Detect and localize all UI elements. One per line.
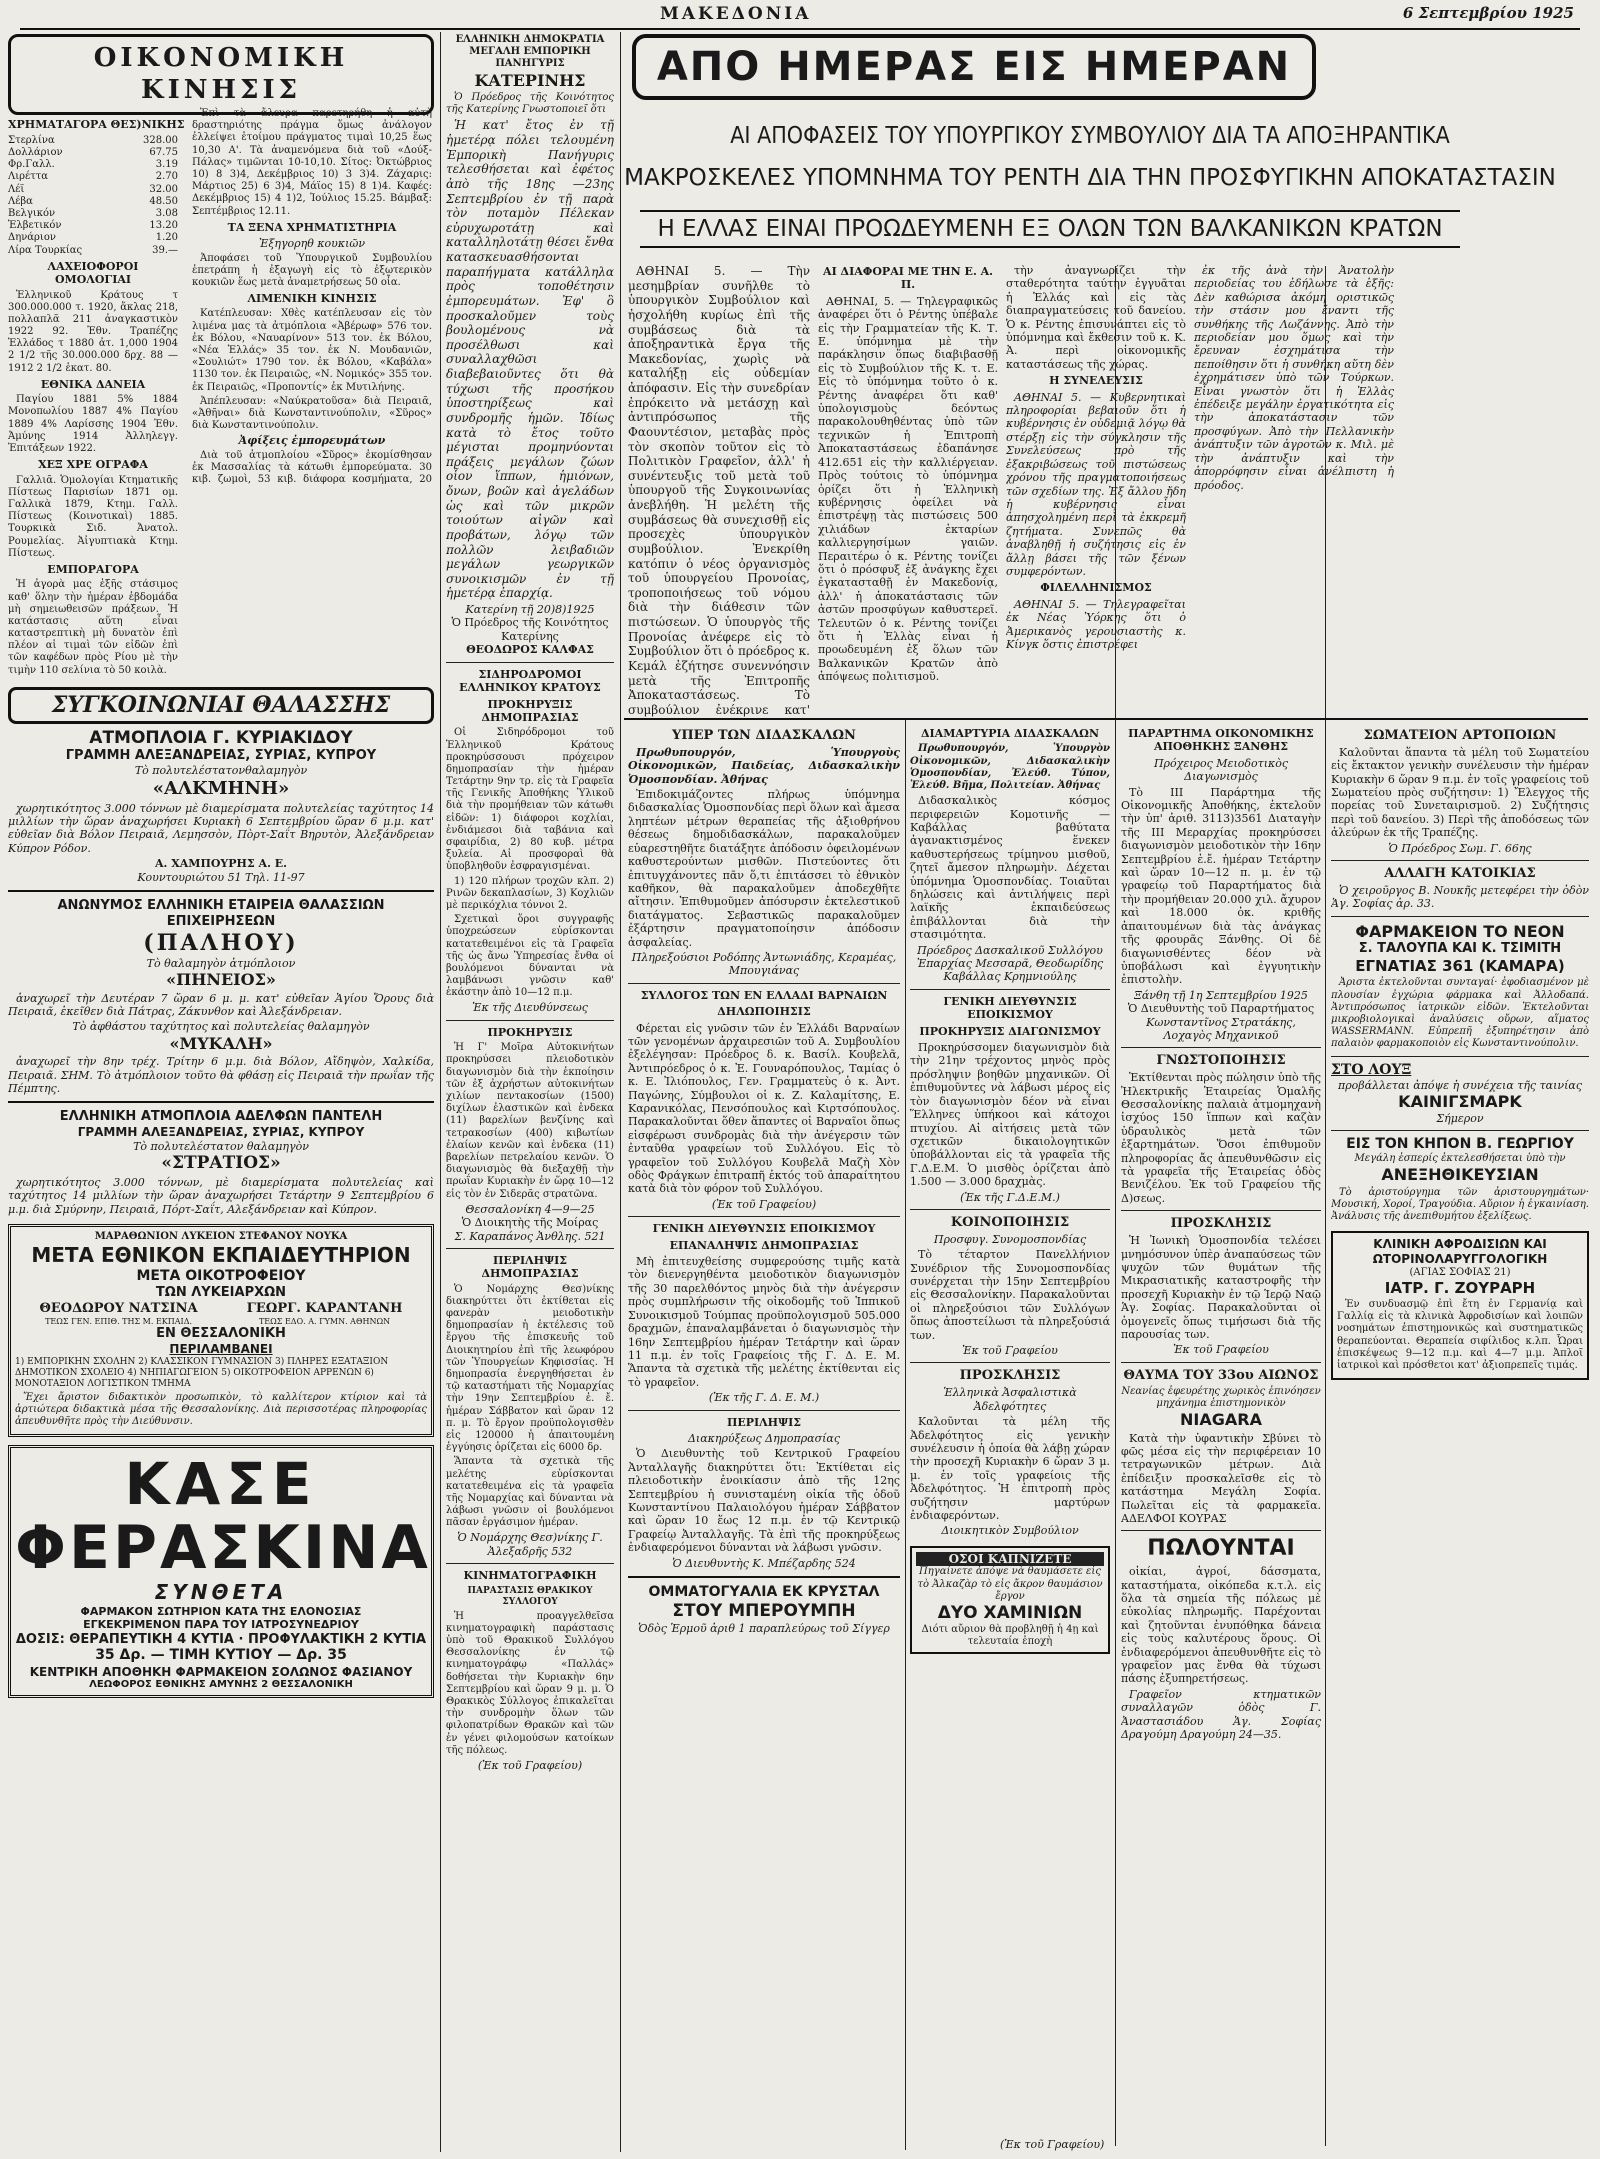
fair-sub: Ὁ Πρόεδρος τῆς Κοινότητος τῆς Κατερίνης Γνωστοποιεῖ ὅτι (446, 92, 614, 116)
glasses-ad-title: ΟΜΜΑΤΟΓΥΑΛΙΑ ΕΚ ΚΡΥΣΤΑΛ (648, 1584, 880, 1601)
column-bakers (1331, 724, 1589, 2144)
palaiou-sub2: Τὸ ἀφθάστου ταχύτητος καὶ πολυτελείας θαλαμηγὸν (72, 1020, 370, 1034)
xanthi-title: ΠΑΡΑΡΤΗΜΑ ΟΙΚΟΝΟΜΙΚΗΣ ΑΠΟΘΗΚΗΣ ΞΑΝΘΗΣ (1128, 727, 1314, 754)
divider (1121, 1530, 1321, 1531)
foreign-bonds-title: ΧΕΞ ΧΡΕ ΟΓΡΑΦΑ (38, 458, 148, 472)
kase-synthesis: ΣΥΝΘΕΤΑ (154, 1580, 288, 1605)
section-divider (624, 718, 1588, 720)
auction-summary-text: Ὁ Νομάρχης Θεσ)νίκης διακηρύττει ὅτι ἐκτίθεται εἰς φανερὰν μειοδοτικὴν δημοπρασίαν ἡ ἐκτέλεσις τοῦ ἔργου τῆς ἐπισκευῆς τοῦ Διοικητηρίου ἐπὶ τῆς λεωφόρου τῶν Ὑπουργείων Κηφισσίας. Ἡ δημοπρασία ἐνεργηθήσεται ἐν τῷ καταστήματι τῆς Νομαρχίας τὴν 19ην Σεπτεμβρίου ἐ. ἔ. ἡμέραν Σάββατον καὶ ὥραν 12 π. μ. Τὸ ἔργον προϋπολογισθὲν εἰς 120000 ἡ ἀπαιτουμένη ἐγγύησις ὁρίζεται εἰς 6000 δρ. (446, 1283, 614, 1454)
memorial-text: Ἡ Ἰωνικὴ Ὁμοσπονδία τελέσει μνημόσυνον ὑπὲρ ἀναπαύσεως τῶν ψυχῶν τῶν θυμάτων τῆς Μικρασιατικῆς καταστροφῆς τὴν προσεχῆ Κυριακὴν ἐν τῷ Ἱερῷ Ναῷ Ἁγ. Σοφίας. Παρακαλοῦνται οἱ ὁμογενεῖς ὅπως τιμήσωσι διὰ τῆς παρουσίας των. (1121, 1234, 1321, 1341)
divider (910, 1362, 1110, 1363)
varna-sign: (Ἐκ τοῦ Γραφείου) (711, 1197, 817, 1211)
auction-summary-title: ΠΕΡΙΛΗΨΙΣ ΔΗΜΟΠΡΑΣΙΑΣ (481, 1253, 579, 1281)
xanthi-date: Ξάνθη τῇ 1η Σεπτεμβρίου 1925 (1134, 988, 1308, 1002)
niagara-title: ΘΑΥΜΑ ΤΟΥ 33ου ΑΙΩΝΟΣ (1123, 1367, 1319, 1383)
clinic-title: ΚΛΙΝΙΚΗ ΑΦΡΟΔΙΣΙΩΝ ΚΑΙ ΩΤΟΡΙΝΟΛΑΡΥΓΓΟΛΟΓΙΚΗ (1372, 1237, 1548, 1266)
school-top: ΜΑΡΑΘΩΝΙΟΝ ΛΥΚΕΙΟΝ ΣΤΕΦΑΝΟΥ ΝΟΥΚΑ (94, 1231, 348, 1243)
masthead (20, 4, 1580, 30)
auction-summary-sign: Ὁ Νομάρχης Θεσ)νίκης Γ. Ἀλεξαδρῆς 532 (457, 1531, 603, 1558)
news-title-a3: Η ΣΥΝΕΛΕΥΣΙΣ (1049, 374, 1143, 388)
school-title: ΜΕΤΑ ΕΘΝΙΚΟΝ ΕΚΠΑΙΔΕΥΤΗΡΙΟΝ (31, 1243, 411, 1268)
for-sale-title: ΠΩΛΟΥΝΤΑΙ (1147, 1536, 1295, 1562)
notice-sub: Προσφυγ. Συνομοσπονδίας (933, 1232, 1087, 1246)
kase-title: ΚΑΣΕ (124, 1450, 318, 1519)
notice-title: ΚΟΙΝΟΠΟΙΗΣΙΣ (950, 1214, 1070, 1230)
glasses-ad-address: Ὁδὸς Ἑρμοῦ ἀριθ 1 παραπλεύρως τοῦ Σίγγερ (638, 1621, 890, 1635)
competition-sign: (Ἐκ τῆς Γ.Δ.Ε.Μ.) (960, 1190, 1060, 1204)
news-col-2 (818, 262, 998, 717)
footer-note: (Ἐκ τοῦ Γραφείου) (1000, 2138, 1105, 2151)
newspaper-name: ΜΑΚΕΔΟΝΙΑ (660, 4, 812, 24)
markets-title: ΤΑ ΞΕΝΑ ΧΡΗΜΑΤΙΣΤΗΡΙΑ (227, 220, 397, 234)
proclamation-title: ΠΡΟΚΗΡΥΞΙΣ (487, 1025, 573, 1039)
teachers-sign: Πληρεξούσιοι Ροδόπης Ἀντωνιάδης, Κεραμέας, Μπουγιάνας (631, 950, 897, 978)
column-teachers (628, 724, 900, 2144)
school-sub2: ΤΩΝ ΛΥΚΕΙΑΡΧΩΝ (155, 1284, 287, 1300)
pharmacy-text: Ἀριστα ἐκτελοῦνται συνταγαί· ἐφοδιασμένον μὲ πλουσίαν ἐγχώρια φάρμακα καὶ Ἀλλοδαπά. Ἀντιπρόσωπος ἰατρικῶν εἰδῶν. Ἐκτελοῦνται μικροβιολογικαὶ ἀναλύσεις οὔρων, αἵματος WASSERMANN. Εὐπρεπῆ ἐξυπηρέτησιν ἀπὸ παλαιὸν φαρμακοποιὸν εἰς Κωνσταντινούπολιν. (1331, 977, 1589, 1050)
clinic-text: Ἐν συνδυασμῷ ἐπὶ ἔτη ἐν Γερμανίᾳ καὶ Γαλλίᾳ εἰς τὰ κλινικὰ Ἀφροδισίων καὶ λοιπῶν νοσημάτων ἐπιστημονικῶς καὶ συστηματικῶς θεραπεύονται. Θεραπεία σιφίλιδος κ.λπ. Ὧραι ἐπισκέψεως 9—12 π.μ. καὶ 4—7 μ.μ. Ἀπλοῖ ἰατρικοὶ καὶ πρόσθετοι κατ' ἀξιοπρεπεῖς τιμάς. (1337, 1299, 1583, 1371)
feraskina-title: ΦΕΡΑΣΚΙΝΑ (15, 1513, 431, 1584)
panteli-sub: Τὸ πολυτελέστατον θαλαμηγὸν (133, 1139, 309, 1153)
news-text-a3b: ΑΘΗΝΑΙ 5. — Κυβερνητικαὶ πληροφορίαι βεβαιοῦν ὅτι ἡ κυβέρνησις ἐν οὐδεμιᾷ λόγῳ θὰ στέρξῃ εἰς τὴν σύγκλησιν τῆς Συνελεύσεως πρὸ τῆς ἐξακριβώσεως τοῦ πιστώσεως χρόνου τῆς πραγματοποιήσεως τῶν σχεδίων της. Ἐξ ἄλλου ἤδη ἡ κυβέρνησις εἶναι ἀπησχολημένη περὶ τὰ ἐκκρεμῆ ζητήματα. Συνεπῶς θὰ ἀναβληθῇ ἡ συζήτησις εἰς ἐν ἄλλῃ βάσει τῆς τῶν ξένων συμφερόντων. (1006, 390, 1186, 578)
fx-table (8, 135, 178, 257)
cinema-sub: ΠΑΡΑΣΤΑΣΙΣ ΘΡΑΚΙΚΟΥ ΣΥΛΛΟΓΟΥ (467, 1585, 593, 1607)
kyriakidis-address: Κουντουριώτου 51 Τηλ. 11-97 (137, 870, 305, 884)
divider (628, 1216, 900, 1217)
protest-sign: Πρόεδρος Δασκαλικοῦ Συλλόγου Ἐπαρχίας Μεσσαρᾶ, Θεοδωρίδης Καβάλλας Κρημνιούλης (916, 943, 1104, 984)
settlement-title: ΓΕΝΙΚΗ ΔΙΕΥΘΥΝΣΙΣ ΕΠΟΙΚΙΣΜΟΥ (652, 1222, 876, 1236)
commodity-title: ΕΜΠΟΡΑΓΟΡΑ (47, 562, 139, 576)
xanthi-name: Κωνσταντῖνος Στρατάκης, Λοχαγὸς Μηχανικοῦ (1146, 1015, 1296, 1042)
column-rule (440, 32, 441, 2152)
lux-text: προβάλλεται ἀπόψε ἡ συνέχεια τῆς ταινίας (1337, 1078, 1582, 1092)
kase-line1: ΦΑΡΜΑΚΟΝ ΣΩΤΗΡΙΟΝ ΚΑΤΑ ΤΗΣ ΕΛΟΝΟΣΙΑΣ (80, 1604, 362, 1618)
rail-title: ΣΙΔΗΡΟΔΡΟΜΟΙ ΕΛΛΗΝΙΚΟΥ ΚΡΑΤΟΥΣ (459, 667, 601, 695)
fair-date: Κατερίνη τῇ 20)8)1925 (465, 603, 595, 617)
summary-sign: Ὁ Διευθυντὴς Κ. Μπέζαρδης 524 (672, 1556, 856, 1570)
news-text-a2: ΑΘΗΝΑΙ, 5. — Τηλεγραφικῶς ἀναφέρει ὅτι ὁ Ρέντης ὑπέβαλε εἰς τὴν Γραμματείαν τῆς Κ. Τ. Ε. ὑπόμνημα μὲ τὴν παράκλησιν ὅπως διαβιβασθῇ εἰς τὸ Συμβούλιον τῆς Κ. τ. Ε. Εἰς τὸ ὑπόμνημα τοῦτο ὁ κ. Ρέντης ἀναφέρει ὅτι καθ' ὑπολογισμοὺς δεόντως παρακολουθηθέντας ὑπὸ τῶν τεχνικῶν ἡ Ἐπιτροπὴ Ἀποκαταστάσεως ἐδαπάνησε 412.651 εἰς τὴν καλλιέργειαν. Πρὸς τούτοις τὸ ὑπόμνημα ὁρίζει ὅτι ἡ Ἑλληνικὴ κυβέρνησις ὀφείλει νὰ ἐπιστρέψῃ τὰς πιστώσεις 500 χιλιάδων ἐκταρίων καλλιεργησίμων γαιῶν. Περαιτέρω ὁ κ. Ρέντης τονίζει ὅτι ὁ πρόσφυξ ἐξ ἀνάγκης ἔχει ἐγκατασταθῇ ἐν Μακεδονίᾳ, ἀλλ' ἡ ἀποκατάστασις τῶν ἀστῶν προσφύγων καθυστερεῖ. Τελευτῶν ὁ κ. Ρέντης τονίζει ὅτι ἡ Ἑλλὰς εἶναι ἡ προωδευμένη ἐξ ὅλων τῶν Βαλκανικῶν Κρατῶν ἀπὸ ἀπόψεως πολιτισμοῦ. (818, 294, 998, 684)
port-text2: Ἀπέπλευσαν: «Ναύκρατοῦσα» διὰ Πειραιᾶ, «Ἀθῆναι» διὰ Κωνσταντινούπολιν, «Σῦρος» διὰ Κωνσταντινούπολιν. (192, 395, 432, 432)
fx-row: Λέϊ 32.00 (8, 183, 178, 195)
relocation-text: Ὁ χειροῦργος Β. Νουκῆς μετεφέρει τὴν ὁδὸν Ἁγ. Σοφίας ἀρ. 33. (1331, 883, 1589, 911)
headline-greece: Η ΕΛΛΑΣ ΕΙΝΑΙ ΠΡΟΩΔΕΥΜΕΝΗ ΕΞ ΟΛΩΝ ΤΩΝ ΒΑΛΚΑΝΙΚΩΝ ΚΡΑΤΩΝ (640, 210, 1460, 248)
markets-text: Ἐπὶ τὰ ἄλευρα παρετηρήθη ἡ αὐτὴ δραστηριότης πράγμα ὅμως ἀνάλογον ἐλλείψει ἑτοίμου πράγματος τιμαὶ 10,25 ἕως 10,30 Α'. Τὰ ἀναμενόμενα διὰ τοῦ «Δούξ-Πάλας» τιμῶνται 10-10,10. Σίτος: Ὀκτώβριος 10) 8 3)4, Δεκέμβριος 10) 3 3)4. Ζάχαρις: Μάρτιος 25) 6 3)4, Μάϊος 15) 8 1)4. Καφές: Δεκέμβριος 15) 4 1)2, Ἰούλιος 15.25. Βάμβαξ: Σεπτέμβριος 12.11. (192, 108, 432, 217)
kase-store: ΚΕΝΤΡΙΚΗ ΑΠΟΘΗΚΗ ΦΑΡΜΑΚΕΙΟΝ ΣΟΛΩΝΟΣ ΦΑΣΙΑΝΟΥ (29, 1664, 413, 1679)
column-xanthi (1121, 724, 1321, 2144)
kase-address: ΛΕΩΦΟΡΟΣ ΕΘΝΙΚΗΣ ΑΜΥΝΗΣ 2 ΘΕΣΣΑΛΟΝΙΚΗ (89, 1679, 353, 1691)
divider (446, 662, 614, 663)
kyriakidis-text: χωρητικότητος 3.000 τόννων μὲ διαμερίσματα πολυτελείας ταχύτητος 14 μιλλίων τὴν ὥραν ἀναχωρήσει Κυριακὴ 6 Σεπτεμβρίου ὥραν 6 μ.μ. κατ' εὐθεῖαν διὰ Βόλον Πειραιᾶ, Λεμησσὸν, Πὸρτ-Σαΐτ Βηρυτὸν, Ἀλεξάνδρειαν Κύπρον Ρόδον. (8, 801, 434, 855)
panteli-ship: «ΣΤΡΑΤΙΟΣ» (161, 1153, 281, 1174)
protest-title: ΔΙΑΜΑΡΤΥΡΙΑ ΔΙΔΑΣΚΑΛΩΝ (920, 727, 1100, 740)
rail-text3: Σχετικαὶ ὅροι συγγραφῆς ὑποχρεώσεων εὑρίσκονται κατατεθειμένοι εἰς τὰ Γραφεῖα τῆς ὡς ἄνω Ὑπηρεσίας ἔνθα οἱ βουλόμενοι δύνανται νὰ λαμβάνωσι γνῶσιν καθ' ἑκάστην ἀπὸ 10—12 π.μ. (446, 914, 614, 999)
varna-sub: ΔΗΛΩΠΟΙΗΣΙΣ (717, 1005, 811, 1019)
kyriakidis-agent: Α. ΧΑΜΠΟΥΡΗΣ Α. Ε. (155, 857, 287, 871)
column-rule (620, 32, 621, 2152)
palaiou-ship: «ΠΗΝΕΙΟΣ» (166, 969, 276, 989)
xanthi-sign: Ὁ Διευθυντὴς τοῦ Παραρτήματος (1127, 1002, 1315, 1016)
school-note: Ἔχει ἄριστον διδακτικὸν προσωπικὸν, τὸ καλλίτερον κτίριον καὶ τὰ ἀρτιώτερα διδακτικὰ μέσα τῆς Θεσσαλονίκης. Διὰ περισσοτέρας πληροφορίας ἀπευθυνθῆτε πρὸς τὴν Διεύθυνσιν. (15, 1391, 427, 1428)
banner-headline: ΑΠΟ ΗΜΕΡΑΣ ΕΙΣ ΗΜΕΡΑΝ (632, 34, 1316, 100)
garden-show: ΑΝΕΞΗΘΙΚΕΥΣΙΑΝ (1381, 1165, 1539, 1185)
markets-sub: Ἐξηγορηθ κουκιῶν (258, 237, 366, 251)
smokers-ad-title: ΟΣΟΙ ΚΑΠΝΙΖΕΤΕ (916, 1552, 1104, 1567)
fair-top: ΕΛΛΗΝΙΚΗ ΔΗΜΟΚΡΑΤΙΑ (455, 34, 605, 45)
school-directors (15, 1301, 427, 1327)
school-includes: ΠΕΡΙΛΑΜΒΑΝΕΙ (169, 1342, 273, 1357)
for-sale-contact: Γραφεῖον κτηματικῶν συναλλαγῶν ὁδὸς Γ. Ἀναστασιάδου Ἁγ. Σοφίας Δραγούμη Δραγούμη 24—35. (1121, 1687, 1321, 1742)
school-director: ΘΕΟΔΩΡΟΥ ΝΑΤΣΙΝΑ ΤΕΩΣ ΓΕΝ. ΕΠΙΘ. ΤΗΣ Μ. ΕΚΠΑΙΔ. (39, 1300, 198, 1326)
proclamation-name: Σ. Καραπάνος Ἀνθλης. 521 (454, 1229, 606, 1243)
fx-row: Δολλάριον 67.75 (8, 147, 178, 159)
rail-text2: 1) 120 πλήρων τροχῶν κλπ. 2) Ρινῶν δεκαπλασίων, 3) Κοχλιῶν μὲ περικόχλια τόννοι 2. (446, 875, 614, 911)
port-text: Κατέπλευσαν: Χθὲς κατέπλευσαν εἰς τὸν λιμένα μας τὰ ἀτμόπλοια «Ἀβέρωφ» 576 τον. ἐκ Βόλου, «Ναυαρίνον» 513 τον. ἐκ Βόλου, «Νέα Ἑλλάς» 35 τον. ἐκ Ν. Μουδανιῶν, «Σουλιώτ» 1790 τον. ἐκ Βόλου, «Καβάλα» 1130 τον. ἐκ Πειραιῶς, «Ν. Νομικός» 355 τον. ἐκ Πειραιῶς, «Προποντίς» ἐκ Μυτιλήνης. (192, 308, 432, 393)
fx-row: Λίρα Τουρκίας 39.— (8, 244, 178, 256)
sea-transport-header: ΣΥΓΚΟΙΝΩΝΙΑΙ ΘΑΛΑΣΣΗΣ (8, 687, 434, 724)
notice-sign: Ἐκ τοῦ Γραφείου (962, 1344, 1058, 1358)
palaiou-name: (ΠΑΛΗΟΥ) (143, 929, 299, 956)
garden-sub: Μεγάλη ἑσπερίς ἐκτελεσθήσεται ὑπὸ τὴν (1354, 1153, 1566, 1165)
news-text-a3: τὴν ἀναγνωρίζει τὴν σταθερότητα ταύτην ἐγγυᾶται ἡ Ἑλλάς καὶ εἰς τὰς διαπραγματεύσεις τοῦ δανείου. Ὁ κ. Ρέντης ἐπισυνάπτει εἰς τὸ ὑπόμνημα καὶ ἔκθεσιν τοῦ κ. Κ. Ἀ. περὶ οἰκονομικῆς καταστάσεως τῆς χώρας. (1006, 264, 1186, 371)
teachers-text: Ἐπιδοκιμάζοντες πλήρως ὑπόμνημα διδασκαλίας Ὁμοσπονδίας περὶ ὅλων καὶ ἄμεσα ληπτέων μέτρων θεραπείας τῆς ἀξιοθρήνου θέσεως δημοδιδασκάλων, παρακαλοῦμεν εὐαρεστηθῆτε διατάξητε ἀπόδοσιν ὀφειλομένων καθυστερούντων μισθῶν. Πιστεύοντες ὅτι ἐπιτυγχάνοντες πᾶν ὅ,τι ἐπιτάσσει τὸ ἐθνικὸν καθῆκον, θὰ παρακαλοῦμεν ἀποδεχθῆτε αἴτησιν. Ἐπιθυμοῦμεν ἀπόσυρσιν ἐκτελεστικοῦ διατάγματος. Σεβαστικῶς παρακαλοῦμεν ἐξάρτησιν πραγματοποίησιν ἀπόδοσιν ἀσφαλείας. (628, 788, 900, 949)
palaiou-title: ΑΝΩΝΥΜΟΣ ΕΛΛΗΝΙΚΗ ΕΤΑΙΡΕΙΑ ΘΑΛΑΣΣΙΩΝ ΕΠΙΧΕΙΡΗΣΕΩΝ (57, 898, 385, 929)
protest-text: Διδασκαλικὸς κόσμος περιφερειῶν Κομοτινῆς — Καβάλλας βαθύτατα ἀγανακτισμένος ἕνεκεν καθυστερήσεως τρίμηνου μισθοῦ, ζητεῖ ἄμεσον πληρωμὴν. Δέχεται ὑπόμνημα Ὁμοσπονδίας. Τοιαῦται δηλώσεις καὶ ἀντιλήψεις περὶ λαϊκῆς ἐκπαιδεύσεως ἐπιβάλλονται διὰ τὴν στασιμότητα. (910, 794, 1110, 942)
kase-dose: ΔΟΣΙΣ: ΘΕΡΑΠΕΥΤΙΚΗ 4 ΚΥΤΙΑ · ΠΡΟΦΥΛΑΚΤΙΚΗ 2 ΚΥΤΙΑ (15, 1631, 427, 1647)
port-title: ΛΙΜΕΝΙΚΗ ΚΙΝΗΣΙΣ (247, 292, 377, 306)
relocation-title: ΑΛΛΑΓΗ ΚΑΤΟΙΚΙΑΣ (1384, 866, 1536, 882)
lux-today: Σήμερον (1436, 1111, 1484, 1125)
palaiou-ship2: «ΜΥΚΑΛΗ» (169, 1033, 273, 1053)
smokers-ad-text: Πηγαίνετε ἀπόψε νὰ θαυμάσετε εἰς τὸ Ἀλκαζὰρ τὸ εἰς ἄκρον θαυμάσιον ἔργον (917, 1566, 1103, 1602)
competition-sub: ΠΡΟΚΗΡΥΞΙΣ ΔΙΑΓΩΝΙΣΜΟΥ (919, 1024, 1101, 1038)
fair-city: ΚΑΤΕΡΙΝΗΣ (474, 70, 586, 90)
summary-title: ΠΕΡΙΛΗΨΙΣ (726, 1415, 802, 1429)
smokers-ad-note: Διότι αὔριον θὰ προβληθῇ ἡ 4ῃ καὶ τελευταία ἐποχὴ (921, 1623, 1099, 1647)
for-sale-text: οἰκίαι, ἀγροί, δάσσματα, καταστήματα, οἰκόπεδα κ.τ.λ. εἰς ὅλα τὰ σημεία τῆς πόλεως μὲ εὐκολίας πληρωμῆς. Παρέχονται καὶ ζητοῦνται ἐνυπόθηκα δάνεια εἰς τοὺς καλυτέρους ὅρους. Οἱ ἐνδιαφερόμενοι ἀπευθυνθῆτε εἰς τὸ γραφεῖον μας ἔνθα θὰ τύχωσι πάσης ἐξυπηρετήσεως. (1121, 1565, 1321, 1686)
fair-sign: Ὁ Πρόεδρος τῆς Κοινότητος Κατερίνης (451, 616, 609, 643)
column-protest (910, 724, 1110, 2144)
clinic-address: (ΑΓΙΑΣ ΣΟΦΙΑΣ 21) (1409, 1266, 1511, 1278)
economy-header: ΟΙΚΟΝΟΜΙΚΗ ΚΙΝΗΣΙΣ (8, 34, 434, 115)
lux-title: ΣΤΟ ΛΟΥΞ (1331, 1061, 1412, 1078)
divider (446, 1248, 614, 1249)
palaiou-text: ἀναχωρεῖ τὴν Δευτέραν 7 ὥραν 6 μ. μ. κατ' εὐθεῖαν Ἁγίου Ὄρους διὰ Πειραιᾶ, ἐκεῖθεν διὰ Πάτρας, Ζάκυνθον καὶ Ἀλεξάνδρειαν. (8, 991, 434, 1018)
kyriakidis-sub: Τὸ πολυτελέστατονθαλαμηγὸν (134, 764, 308, 778)
divider (1331, 1130, 1589, 1131)
divider (1331, 1056, 1589, 1057)
settlement-sign: (Ἐκ τῆς Γ. Δ. Ε. Μ.) (708, 1391, 820, 1405)
invitation-title: ΠΡΟΣΚΛΗΣΙΣ (959, 1368, 1061, 1384)
kase-price: 35 Δρ. — ΤΙΜΗ ΚΥΤΙΟΥ — Δρ. 35 (95, 1647, 347, 1664)
niagara-name: NIAGARA (1180, 1410, 1262, 1430)
niagara-sub: Νεανίας ἐφευρέτης χωρικὸς ἐπινόησεν μηχάνημα ἐπιστημονικὸν (1121, 1385, 1321, 1409)
protest-addressees: Πρωθυπουργόν, Ὑπουργὸν Οἰκονομικῶν, Διδασκαλικὴν Ὁμοσπονδίαν, Ἐλεύθ. Τύπον, Ἐλεύθ. Βῆμα, Πολιτείαν. Ἀθήνας (910, 743, 1110, 791)
smokers-ad (910, 1546, 1110, 1654)
loans-text: Παγίου 1881 5% 1884 Μονοπωλίου 1887 4% Παγίου 1889 4% Λαρίσσης 1904 Ἐθν. Ἀμύνης 1914 Ἀλληλεγγ. Ἐπιτάξεων 1922. (8, 394, 178, 454)
fx-row: Λιρέττα 2.70 (8, 171, 178, 183)
proclamation-text: Ἡ Γ' Μοῖρα Αὐτοκινήτων προκηρύσσει πλειοδοτικὸν διαγωνισμὸν διὰ τὴν ἐκποίησιν τῶν ἐξ ἀχρήστων αὐτοκινήτων χιλίων πεντακοσίων (1500) διχίλων ἐλαστικῶν καὶ ἑνδεκα (11) βαρελίων βενζίνης καὶ τετρακοσίων (400) κιβωτίων ἐλαίων κενῶν καὶ ἑνδεκα (11) βαρελίων πετρελαίου κενῶν. Ὁ διαγωνισμὸς θὰ διεξαχθῇ τὴν πρωΐαν Κυριακὴν ἐν ὥρᾳ 10—12 εἰς τὸν ἐν Σιδερᾶς στρατῶνα. (446, 1042, 614, 1200)
fair-name: ΘΕΟΔΩΡΟΣ ΚΑΛΦΑΣ (466, 643, 594, 657)
pharmacy-owners: Σ. ΤΑΛΟΥΠΑ ΚΑΙ Κ. ΤΣΙΜΙΤΗ (1358, 941, 1562, 957)
kase-ad (8, 1445, 434, 1698)
pharmacy-address: ΕΓΝΑΤΙΑΣ 361 (ΚΑΜΑΡΑ) (1355, 957, 1565, 976)
teachers-title: ΥΠΕΡ ΤΩΝ ΔΙΔΑΣΚΑΛΩΝ (672, 728, 856, 743)
notice-text: Τὸ τέταρτον Πανελλήνιον Συνέδριον τῆς Συνομοσπονδίας συνέρχεται τὴν 15ην Σεπτεμβρίου εἰς Θεσσαλονίκην. Παρακαλοῦνται οἱ πληρεξούσιοι τῶν Συλλόγων ὅπως ἀποστείλωσι τὰ πληρεξούσιά των. (910, 1248, 1110, 1342)
smokers-ad-film: ΔΥΟ ΧΑΜΙΝΙΩΝ (937, 1602, 1083, 1623)
kyriakidis-title: ΑΤΜΟΠΛΟΙΑ Γ. ΚΥΡΙΑΚΙΔΟΥ (89, 727, 353, 748)
news-text-a4: ΑΘΗΝΑΙ 5. — Τηλεγραφεῖται ἐκ Νέας Ὑόρκης ὅτι ὁ Ἀμερικανὸς γερουσιαστὴς κ. Κίνγκ ὅστις ἐπιστρέφει (1006, 597, 1186, 651)
news-text-a5: ἐκ τῆς ἀνὰ τὴν Ἀνατολὴν περιοδείας του ἐδήλωσε τὰ ἑξῆς: Δὲν καθώρισα ἀκόμη οριστικῶς τὴν στάσιν μου ἔναντι τῆς συνθήκης τῆς Λωζάννης. Ἀπὸ τὴν περιοδείαν μου ὅμως καὶ τὴν ἔρευναν ἐσχημάτισα τὴν πεποίθησιν ὅτι ἡ συνθήκη αὕτη δὲν ἐχρημάτισεν ὑπὸ τῶν Τούρκων. Εἶναι γνωστὸν ὅτι ἡ Ἑλλὰς ἐπέδειξε μεγάλην ἐργατικότητα εἰς τὴν ἀποκατάστασιν τῶν προσφύγων. Ἀπὸ τὴν Πελλανικὴν ἀνάπτυξιν τῶν ἀγροτῶν κ. Μιλ. μὲ τὴν ἀνάπτυξιν καὶ τὴν ἀπορρόφησιν εἶναι ἀνέλπιστη ἡ πρόοδος. (1194, 264, 1394, 492)
clinic-doctor: ΙΑΤΡ. Γ. ΖΟΥΡΑΡΗ (1384, 1278, 1536, 1297)
varna-title: ΣΥΛΛΟΓΟΣ ΤΩΝ ΕΝ ΕΛΛΑΔΙ ΒΑΡΝΑΙΩΝ (640, 988, 888, 1002)
fx-row: Λέβα 48.50 (8, 195, 178, 207)
news-title-a4: ΦΙΛΕΛΛΗΝΙΣΜΟΣ (1040, 581, 1152, 595)
kyriakidis-ship: «ΑΛΚΜΗΝΗ» (152, 777, 290, 799)
issue-date: 6 Σεπτεμβρίου 1925 (1402, 4, 1574, 22)
school-sub: ΜΕΤΑ ΟΙΚΟΤΡΟΦΕΙΟΥ (136, 1267, 306, 1284)
headline-rentis: ΜΑΚΡΟΣΚΕΛΕΣ ΥΠΟΜΝΗΜΑ ΤΟΥ ΡΕΝΤΗ ΔΙΑ ΤΗΝ ΠΡΟΣΦΥΓΙΚΗΝ ΑΠΟΚΑΤΑΣΤΑΣΙΝ (624, 165, 1556, 191)
cinema-text: Ἡ προαγγελθεῖσα κινηματογραφικὴ παράστασις ὑπὸ τοῦ Θρακικοῦ Συλλόγου Θεσσαλονίκης ἐν τῷ κινηματογράφῳ «Παλλάς» δοθήσεται τὴν Κυριακὴν 6ην Σεπτεμβρίου καὶ ὥραν 9 μ. μ. Ὁ Θρακικὸς Σύλλογος ἐπικαλεῖται τὴν συνδρομὴν ὅλων τῶν φιλοπατρίδων Θρακῶν καὶ τῶν ἐν γένει φιλομούσων κατοίκων τῆς πόλεως. (446, 1610, 614, 1756)
garden-text: Τὸ ἀριστούργημα τῶν ἀριστουργημάτων· Μουσική, Χοροί, Τραγούδια. Αὔριον ἡ ἐγκαινίαση. Ἀνάλυσις τῆς ἀνεπιθυμήτου ἐξελίξεως. (1331, 1186, 1589, 1223)
rail-sign: Ἐκ τῆς Διευθύνσεως (472, 1001, 588, 1015)
palaiou-sub: Τὸ θαλαμηγὸν ἀτμόπλοιον (146, 956, 296, 970)
news-col-4 (1194, 262, 1394, 717)
divider (628, 1576, 900, 1578)
panteli-text: χωρητικότητος 3.000 τόννων, μὲ διαμερίσματα πολυτελείας καὶ ταχύτητος 14 μιλλίων τὴν ὥραν ἀναχωρήσει Τετάρτην 9 Σεπτεμβρίου 6 μ.μ. διὰ Σμύρνην, Πειραιᾶ, Πόρτ-Σαΐτ, Αλεξάνδρειαν καὶ Κύπρον. (8, 1176, 434, 1216)
panteli-title: ΕΛΛΗΝΙΚΗ ΑΤΜΟΠΛΟΙΑ ΑΔΕΛΦΩΝ ΠΑΝΤΕΛΗ (59, 1109, 383, 1125)
memorial-sign: Ἐκ τοῦ Γραφείου (1173, 1343, 1269, 1357)
school-director: ΓΕΩΡΓ. ΚΑΡΑΝΤΑΝΗ ΤΕΩΣ ΕΔΟ. Α. ΓΥΜΝ. ΑΘΗΝΩΝ (246, 1300, 403, 1326)
garden-title: ΕΙΣ ΤΟΝ ΚΗΠΟΝ Β. ΓΕΩΡΓΙΟΥ (1346, 1135, 1574, 1152)
palaiou-text2: ἀναχωρεῖ τὴν 8ην τρέχ. Τρίτην 6 μ.μ. διὰ Βόλον, Αἴδηψὸν, Χαλκίδα, Πειραιᾶ. ΣΗΜ. Τὸ ἀτμόπλοιον τοῦτο θὰ φθάσῃ εἰς Πειραιᾶ τὴν πρωΐαν τῆς Πέμπτης. (8, 1055, 434, 1096)
divider (446, 1020, 614, 1021)
memorial-title: ΠΡΟΣΚΛΗΣΙΣ (1170, 1216, 1272, 1232)
loans-title: ΕΘΝΙΚΑ ΔΑΝΕΙΑ (40, 377, 146, 391)
column-rule (905, 720, 906, 2150)
xanthi-text: Τὸ ΙΙΙ Παράρτημα τῆς Οἰκονομικῆς Ἀποθήκης, ἐκτελοῦν τὴν ὑπ' ἀριθ. 3113)3561 Διαταγὴν τῆς ΙΙΙ Μεραρχίας προκηρύσσει διαγωνισμὸν μειοδοτικὸν τὴν 16ην Σεπτεμβρίου ἐ.ἔ. ἡμέραν Τετάρτην καὶ ὥραν 10—12 π. μ. ἐν τῷ γραφείῳ τοῦ Παραρτήματος διὰ τὴν προμήθειαν 20.000 χιλ. ἄχυρον καὶ 18.000 ὀκ. κριθῆς ἀπαιτουμένων διὰ τὰς ἀνάγκας τῆς φρουρᾶς Ξάνθης. Οἱ δὲ διαγωνισθέντες δέον νὰ ὑποβάλωσι καὶ ἐγγυητικὴν ἐπιστολὴν. (1121, 785, 1321, 987)
fx-row: Δηνάριον 1.20 (8, 232, 178, 244)
divider (628, 983, 900, 984)
varna-text: Φέρεται εἰς γνῶσιν τῶν ἐν Ἑλλάδι Βαρναίων τῶν γενομένων ἀρχαιρεσιῶν τοῦ Α. Συμβουλίου ἐξελέγησαν: Πρόεδρος δ. κ. Βασίλ. Κουβελᾶ, Ἀντιπρόεδρος ὁ κ. Ἐ. Γουναρόπουλος, Ταμίας ὁ κ. Ε. Ἰλιόπουλος, Γεν. Γραμματεὺς ὁ κ. Ἀντ. Παγώνης, Σύμβουλοι οἱ κ. Ζ. Καλαμίτσης, Ε. Καρανικόλας, Πενσόπουλος καὶ Κιρτσόπουλος. Παρακαλοῦνται ὅθεν ἅπαντες οἱ Βαρναῖοι ὅπως εἰσφέρωσι συνδρομὰς διὰ τὴν ἀνέγερσιν τῶν ἐνταῦθα γραφείων τοῦ Συλλόγου. Εἰς τὸ γραφεῖον τοῦ Συλλόγου Κουβελᾶ Μαζὴ Χὸν οδὸς Φράγκων ἐπιτραπῆ ἐκτός τοῦ ἀπαραίτητου κατὰ διὰ τὸν φόρον τοῦ Συλλόγου. (628, 1021, 900, 1196)
column-notices (446, 34, 614, 2154)
kyriakidis-line: ΓΡΑΜΜΗ ΑΛΕΞΑΝΔΡΕΙΑΣ, ΣΥΡΙΑΣ, ΚΥΠΡΟΥ (65, 748, 377, 764)
lux-film: ΚΑΙΝΙΓΣΜΑΡΚ (1398, 1092, 1522, 1112)
clinic-ad (1331, 1231, 1589, 1380)
panteli-line: ΓΡΑΜΜΗ ΑΛΕΞΑΝΔΡΕΙΑΣ, ΣΥΡΙΑΣ, ΚΥΠΡΟΥ (77, 1125, 365, 1140)
divider (628, 1410, 900, 1411)
cinema-title: ΚΙΝΗΜΑΤΟΓΡΑΦΙΚΗ (463, 1569, 597, 1583)
arrivals-text: Διὰ τοῦ ἀτμοπλοίου «Σῦρος» ἐκομίσθησαν ἐκ Μασσαλίας τὰ κάτωθι ἐμπορεύματα. 30 κιβ. ζωμοὶ, 53 κιβ. διάφορα κοσμήματα, 20 (192, 449, 432, 486)
bakers-title: ΣΩΜΑΤΕΙΟΝ ΑΡΤΟΠΟΙΩΝ (1363, 728, 1557, 743)
divider (1331, 860, 1589, 861)
invitation-text: Καλοῦνται τὰ μέλη τῆς Ἀδελφότητος εἰς γενικὴν συνέλευσιν ἡ ὁποία θὰ λάβῃ χώραν τὴν προσεχῆ Κυριακὴν 6 ὥραν 3 μ. μ. ἐν τοῖς γραφείοις τῆς Ἀδελφότητος. Ἡ ἐπιτροπὴ πρὸς συζήτησιν μαρτύρων ἐνδιαφερόντων. (910, 1415, 1110, 1522)
pharmacy-title: ΦΑΡΜΑΚΕΙΟΝ ΤΟ ΝΕΟΝ (1355, 921, 1565, 941)
divider (1331, 916, 1589, 917)
divider (910, 1209, 1110, 1210)
proclamation-date: Θεσσαλονίκη 4—9—25 (465, 1202, 595, 1216)
school-ad (8, 1224, 434, 1437)
fx-title: ΧΡΗΜΑΤΑΓΟΡΑ ΘΕΣ)ΝΙΚΗΣ (8, 118, 185, 132)
news-col-3 (1006, 262, 1186, 717)
invitation-sub: Ἑλληνικὰ Ἀσφαλιστικὰ Ἀδελφότητες (943, 1386, 1077, 1413)
settlement-sub: ΕΠΑΝΑΛΗΨΙΣ ΔΗΜΟΠΡΑΣΙΑΣ (669, 1238, 859, 1252)
competition-title: ΓΕΝΙΚΗ ΔΙΕΥΘΥΝΣΙΣ ΕΠΟΙΚΙΣΜΟΥ (943, 994, 1077, 1022)
fx-row: Στερλίνα 328.00 (8, 134, 178, 146)
auction-summary-text2: Ἅπαντα τὰ σχετικὰ τῆς μελέτης εὑρίσκονται κατατεθειμένα εἰς τὰ γραφεῖα τῆς Νομαρχίας καὶ δύνανται νὰ λάβωσι γνῶσιν οἱ βουλόμενοι πᾶσαν ἐργάσιμον ἡμέραν. (446, 1456, 614, 1529)
niagara-text: Κατὰ τὴν ὑφαντικὴν Σβύνει τὸ φῶς μέσα εἰς τὴν περιφέρειαν 10 τετραγωνικῶν μέτρων. Διὰ ἐπίδειξιν προσκαλεῖσθε εἰς τὸ κατάστημα Μεγάλη Σοφία. Πωλεῖται εἰς τὰ φαρμακεῖα. ΑΔΕΛΦΟΙ ΚΟΥΡΑΣ (1121, 1431, 1321, 1525)
headline-decisions: ΑΙ ΑΠΟΦΑΣΕΙΣ ΤΟΥ ΥΠΟΥΡΓΙΚΟΥ ΣΥΜΒΟΥΛΙΟΥ ΔΙΑ ΤΑ ΑΠΟΞΗΡΑΝΤΙΚΑ (730, 123, 1450, 149)
fx-row: Βελγικόν 3.08 (8, 207, 178, 219)
divider (8, 890, 434, 892)
xanthi-sub: Πρόχειρος Μειοδοτικὸς Διαγωνισμὸς (1153, 756, 1289, 784)
announcement-text: Ἐκτίθενται πρὸς πώλησιν ὑπὸ τῆς Ἠλεκτρικῆς Ἑταιρείας Ὁμαλῆς Θεσσαλονίκης παλαιὰ ἀτμομηχανὴ ἰσχύος 150 ἵππων καὶ καζὰν ὑδραυλικὸς μετὰ τῶν ἐξαρτημάτων. Ὅσοι ἐπιθυμοῦν πληροφορίας ἄς ἀπευθυνθῶσιν εἰς τὰ γραφεῖα τῆς Ἑταιρείας ὁδὸς Βενιζέλου. Ἐκ τοῦ Γραφείου τῆς Δ)σεως. (1121, 1071, 1321, 1205)
arrivals-title: Ἀφίξεις ἐμπορευμάτων (238, 434, 386, 448)
bonds-title: ΛΑΧΕΙΟΦΟΡΟΙ ΟΜΟΛΟΓΙΑΙ (47, 259, 139, 287)
divider (1121, 1362, 1321, 1363)
news-title-a2: ΑΙ ΔΙΑΦΟΡΑΙ ΜΕ ΤΗΝ Ε. Α. Π. (823, 265, 993, 292)
news-col-1 (628, 262, 810, 717)
bonds-text: Ἑλληνικοῦ Κράτους τ 300.000.000 τ. 1920, ἄκλας 218, πολλαπλᾶ 211 ἀναγκαστικὸν 1922 92. Ἐθν. Τραπέζης Ἑλλάδος τ 1880 ἀτ. 1,000 1904 2 1/2 τῆς 30.000.000 δρχ. 88 — 1912 2 1/2 ἑκατ. 80. (8, 289, 178, 374)
news-text-a1: ΑΘΗΝΑΙ 5. — Τὴν μεσημβρίαν συνῆλθε τὸ ὑπουργικὸν Συμβούλιον καὶ ἠσχολήθη κυρίως ἐπὶ τῆς συμβάσεως διὰ τὰ ἀποξηραντικὰ ἔργα τῆς Μακεδονίας, χωρὶς νὰ καταλήξῃ εἰς οὐδεμίαν ἀπόφασιν. Εἰς τὴν συνεδρίαν ἐπρόκειτο νὰ μετάσχῃ καὶ ἀντιπρόσωπος τῆς Φαουντέσιον, μεταβὰς πρὸς τὸν σκοπὸν τοῦτον εἰς τὸ Πολιτικὸν Γραφεῖον, ἀλλ' ἡ συνέντευξις τοῦ μετὰ τοῦ ὑπουργοῦ τῆς Συγκοινωνίας ἀνεβλήθη. Ἡ μελέτη τῆς συμβάσεως θὰ συνεχισθῇ εἰς προσεχὲς ὑπουργικὸν συμβούλιον. Ἐνεκρίθη κατόπιν ὁ νέος ὀργανισμὸς τοῦ ὑπουργείου Προνοίας, τροποποιήσεως τοῦ νόμου διὰ τὴν διάθεσιν τῶν πιστώσεων. Ὁ ὑπουργὸς τῆς Προνοίας ἀνέφερε εἰς τὸ Συμβούλιον ὅτι ὁ πρόεδρος κ. Κεμάλ ἐζήτησε συνεννόησιν μετὰ τῆς Ἐπιτροπῆς Ἀποκαταστάσεως. Τὸ συμβούλιον ἐνέκρινε κατ' (628, 264, 810, 717)
divider (8, 1101, 434, 1103)
school-list: 1) ΕΜΠΟΡΙΚΗΝ ΣΧΟΛΗΝ 2) ΚΛΑΣΣΙΚΟΝ ΓΥΜΝΑΣΙΟΝ 3) ΠΛΗΡΕΣ ΕΞΑΤΑΞΙΟΝ ΔΗΜΟΤΙΚΟΝ ΣΧΟΛΕΙΟ 4) ΝΗΠΙΑΓΩΓΕΙΟΝ 5) ΟΙΚΟΤΡΟΦΕΙΟΝ ΑΡΡΕΝΩΝ 6) ΜΟΝΟΤΑΞΙΟΝ ΛΟΓΙΣΤΙΚΟΝ ΤΜΗΜΑ (15, 1356, 389, 1389)
divider (446, 1563, 614, 1564)
fair-text: Ἡ κατ' ἔτος ἐν τῇ ἡμετέρᾳ πόλει τελουμένη Ἐμπορικὴ Πανήγυρις τελεσθήσεται καὶ ἐφέτος ἀπὸ τῆς 18ης —23ης Σεπτεμβρίου ἐν τῇ παρὰ τὸν ποταμὸν Πέλεκαν εὐρυχωροτάτῃ καὶ καταλληλοτάτῃ θέσει ἔνθα κατασκευασθήσονται παραπήγματα κατάλληλα πρὸς τοποθέτησιν ἐμπορευμάτων. Ἐφ' ὃ προσκαλοῦμεν τοὺς βουλομένους νὰ προσέλθωσι καὶ συναλλαχθῶσι διαβεβαιοῦντες ὅτι θὰ τύχωσι τῆς προσήκου ὑποστηρίξεως καὶ συνδρομῆς ἡμῶν. Ἰδίως κατὰ τὸ ἔτος τοῦτο μέγισται προμηνύονται πράξεις μεγάλων ζώων οἷον ἵππων, ἡμιόνων, ὄνων, βοῶν καὶ ἀγελάδων ὡς καὶ τῶν μικρῶν τοιούτων αἰγῶν καὶ προβάτων, λόγῳ τῶν πολλῶν λειβαδιῶν μεγάλων γεωργικῶν συνοικισμῶν ἐν τῇ ἡμετέρᾳ ἐπαρχίᾳ. (446, 118, 614, 601)
proclamation-sign: Ὁ Διοικητὴς τῆς Μοίρας (461, 1216, 599, 1230)
summary-text: Ὁ Διευθυντὴς τοῦ Κεντρικοῦ Γραφείου Ἀνταλλαγῆς διακηρύττει ὅτι: Ἐκτίθεται εἰς πλειοδοτικὴν ἐνοικίασιν ἀπὸ τῆς 12ης Σεπτεμβρίου ἡ συνισταμένη οἰκία τῆς ὁδοῦ Κωνσταντίνου Παλαιολόγου ἡμέραν Σάββατον καὶ ὥραν 10 ἕως 12 π.μ. ἐν τῷ Κεντρικῷ Γραφείῳ Ἀνταλλαγῆς. Τὰ ἐπὶ τῆς προκηρύξεως ἐνδιαφερόμενοι δύνανται νὰ λάβωσι γνῶσιν. (628, 1447, 900, 1555)
teachers-addressees: Πρωθυπουργόν, Ὑπουργοὺς Οἰκονομικῶν, Παιδείας, Διδασκαλικὴν Ὁμοσπονδίαν. Ἀθήνας (628, 745, 900, 786)
divider (1121, 1047, 1321, 1048)
invitation-sign: Διοικητικὸν Συμβούλιον (941, 1524, 1079, 1538)
settlement-text: Μὴ ἐπιτευχθείσης συμφερούσης τιμῆς κατὰ τὸν διενεργηθέντα μειοδοτικὸν διαγωνισμὸν τῆς 30 παρελθόντος μηνὸς διὰ τὴν ἀνέγερσιν πρὸς συμπλήρωσιν τῆς οἰκοδομῆς τοῦ Ἱππικοῦ Συνοικισμοῦ Τούμπας προϋπολογισμοῦ 505.000 δραχμῶν, ἐπαναλαμβάνεται ὁ διαγωνισμὸς τὴν 16ην Σεπτεμβρίου ἡμέραν Τετάρτην καὶ ὥραν 11 π.μ. ἐν τοῖς Γραφείοις τῆς Γ. Δ. Ε. Μ. Ἅπαντα τὰ σχετικὰ τῆς μελέτης ἐκτίθενται εἰς τὸ γραφεῖον. (628, 1255, 900, 1389)
fx-row: Φρ.Γαλλ. 3.19 (8, 159, 178, 171)
kase-line2: ΕΓΚΕΚΡΙΜΕΝΟΝ ΠΑΡΑ ΤΟΥ ΙΑΤΡΟΣΥΝΕΔΡΙΟΥ (83, 1618, 359, 1632)
announcement-title: ΓΝΩΣΤΟΠΟΙΗΣΙΣ (1156, 1053, 1286, 1069)
fx-row: Ἑλβετικόν 13.20 (8, 220, 178, 232)
rail-sub: ΠΡΟΚΗΡΥΞΙΣ ΔΗΜΟΠΡΑΣΙΑΣ (481, 697, 579, 724)
competition-text: Προκηρύσσομεν διαγωνισμὸν διὰ τὴν 21ην τρέχοντος μηνὸς πρὸς πρόσληψιν βοηθῶν μηχανικῶν. Οἱ ἐπιθυμοῦντες νὰ λάβωσι μέρος εἰς τὸν διαγωνισμὸν δέον νὰ εἶναι Ἕλληνες ὑπήκοοι καὶ κάτοχοι πτυχίου. Αἱ αἰτήσεις μετὰ τῶν σχετικῶν δικαιολογητικῶν ὑποβάλλονται εἰς τὰ γραφεῖα τῆς Γ.Δ.Ε.Μ. Ὁ μισθὸς ὁρίζεται ἀπὸ 1.500 — 3.000 δραχμὰς. (910, 1041, 1110, 1189)
glasses-ad-shop: ΣΤΟΥ ΜΠΕΡΟΥΜΠΗ (672, 1601, 856, 1622)
cinema-sign: (Ἐκ τοῦ Γραφείου) (477, 1758, 583, 1772)
foreign-bonds-text: Γαλλιᾶ. Ὁμολογίαι Κτηματικῆς Πίστεως Παρισίων 1871 ομ. Γαλλικὰ 1879, Κτημ. Γαλλ. Πίστεως (Κοινοτικαὶ) 1885. Τουρκικὰ Σιδ. Ἀνατολ. Ρουμελίας. Ἀἰγυπτιακὰ Κτημ. Πίστεως. (8, 474, 178, 559)
markets-text2: Ἀποφάσει τοῦ Ὑπουργικοῦ Συμβουλίου ἐπετράπη ἡ ἐξαγωγὴ εἰς τὸ ἐξωτερικὸν κουκιῶν ἕως μετὰ ἀναμετρήσεως 50 οἷα. (192, 252, 432, 288)
rail-text: Οἱ Σιδηρόδρομοι τοῦ Ἑλληνικοῦ Κράτους προκηρύσσουσι πρόχειρον δημοπρασίαν τὴν ἡμέραν Τετάρτην 9ην τρ. εἰς τὰ Γραφεῖα τῆς Γενικῆς Ἀποθήκης Ὑλικοῦ διὰ τὴν προμήθειαν τῶν κάτωθι εἰδῶν: 1) διάφοροι κοχλίαι, ἐνδιάμεσοι διὰ ταβάνια καὶ σφαιρίδια, 2) 80 κυβ. μέτρα ξυλεία. Αἱ προσφοραὶ θὰ ὑποβληθοῦν ἐσφραγισμέναι. (446, 727, 614, 873)
commodity-text: Ἡ ἀγορὰ μας ἐξῆς στάσιμος καθ' ὅλην τὴν ἡμέραν ἑβδομάδα μὴ σημειωθεισῶν πράξεων. Ἡ κατάστασις αὕτη εἶναι καταστρεπτικὴ μὴ δυνατὸν ἐπὶ πλέον αἱ τιμαὶ τῶν εἰδῶν ἐπὶ τῶν καφέδων πρὸς Ρίου μὲ τὴν τιμὴν 110 σελίνια τὸ 50 κοιλὰ. (8, 579, 178, 676)
summary-sub: Διακηρύξεως Δημοπρασίας (687, 1431, 841, 1445)
bakers-text: Καλοῦνται ἅπαντα τὰ μέλη τοῦ Σωματείου εἰς ἔκτακτον γενικὴν συνέλευσιν τὴν ἡμέραν Κυριακὴν 6 ὥραν 9 π.μ. ἐν τοῖς γραφείοις τοῦ Σωματείου πρὸς συζήτησιν: 1) Ἔλεγχος τῆς πορείας τοῦ Συνεταιρισμοῦ. 2) Συζήτησις περὶ τοῦ δανείου. 3) Περὶ τῆς ἀποδόσεως τῶν ἀλεύρων ἐκ τῆς Τραπέζης. (1331, 745, 1589, 840)
bakers-sign: Ὁ Πρόεδρος Σωμ. Γ. 66ης (1388, 841, 1532, 855)
divider (1121, 1210, 1321, 1211)
school-city: ΕΝ ΘΕΣΣΑΛΟΝΙΚΗ (156, 1326, 286, 1342)
fair-title: ΜΕΓΑΛΗ ΕΜΠΟΡΙΚΗ ΠΑΝΗΓΥΡΙΣ (469, 46, 591, 70)
column-markets (192, 106, 432, 486)
divider (910, 989, 1110, 990)
